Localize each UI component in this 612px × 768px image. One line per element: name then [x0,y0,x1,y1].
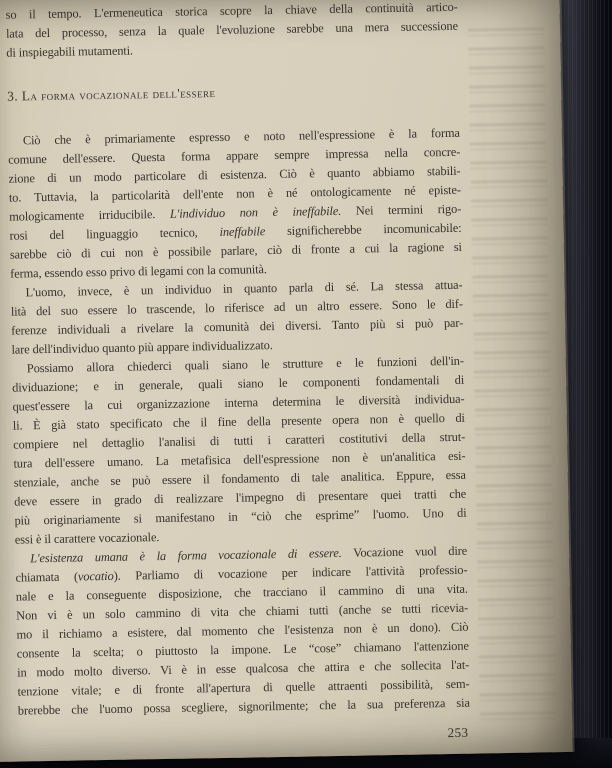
text-line: chiamata (vocatio). Parliamo di vocazione per indicare l'attività professio- [15,562,468,585]
paragraph [12,352,467,550]
text-line: compiere nel dettaglio l'analisi di tutti i caratteri costitutivi della strut- [13,429,466,452]
text-line: nale e la conseguente disposizione, che tracciano il cammino di una vita. [15,581,468,604]
text-line: mologicamente irriducibile. L'individuo non è ineffabile. Nei termini rigo- [9,201,462,224]
text-line: stenziale, anche se può essere il fondamento di tale analitica. Eppure, essa [13,467,466,490]
text-line: mo il richiamo a esistere, dal momento che l'esistenza non è un dono). Ciò [16,619,469,642]
text-line: to. Tuttavia, la particolarità dell'ente non è né ontologicamente né episte- [8,182,461,205]
text-line: ferma, essendo esso privo di legami con la comunità. [10,262,267,281]
text-line: Ciò che è primariamente espresso e noto nell'espressione è la forma [22,125,460,148]
text-line: comune dell'essere. Questa forma appare sempre impressa nella concre- [8,144,461,167]
text-line: più originariamente si manifestano in “ciò che esprime” l'uomo. Uno di [14,505,467,528]
text-line: rosi del linguaggio tecnico, ineffabile significherebbe incomunicabile: [9,220,462,243]
text-line: zione di un modo particolare di esistenza. Ciò è quanto abbiamo stabili- [8,163,461,186]
text-line: essi è il carattere vocazionale. [14,530,160,547]
page-number: 253 [447,724,469,741]
text-line: in modo molto diverso. Vi è in esse qualcosa che attira e che sollecita l'at- [17,657,470,680]
text-column [6,0,471,750]
text-line: li. È già stato specificato che il fine della presente opera non è quello di [12,410,465,433]
text-line: Non vi è un solo cammino di vita che chiami tutti (anche se tutti ricevia- [16,600,469,623]
paragraph [10,276,463,360]
text-line: brerebbe che l'uomo possa scegliere, signorilmente; che la sua preferenza sia [17,695,470,718]
text-line: so il tempo. L'ermeneutica storica scopre la chiave della continuità artico- [5,0,458,22]
text-line: ferenze individuali a rivelare la comunità dei diversi. Tanto più si può par- [11,315,464,338]
text-line: sarebbe ciò di cui non è possibile parlare, ciò di fronte a cui la ragione si [9,239,462,262]
paragraph-continuation [6,0,459,63]
text-line: lata del processo, senza la quale l'evoluzione sarebbe una mera successione [5,18,459,41]
text-line: di inspiegabili mutamenti. [6,43,134,60]
paragraph [8,124,463,284]
paragraph [15,542,470,721]
text-line: tura dell'essere umano. La metafisica dell'espressione non è un'analitica esi- [13,448,466,471]
text-line: tenzione vitale; e di fronte all'apertura di quelle attraenti possibilità, sem- [17,676,470,699]
text-line: Possiamo allora chiederci quali siano le strutture e le funzioni dell'in- [26,353,464,376]
text-line: deve essere in grado di realizzare l'impegno di presentare quei tratti che [14,486,467,509]
text-line: consente la scelta; o piuttosto la impone. Le “cose” chiamano l'attenzione [16,638,469,661]
text-line: lare dell'individuo quanto più appare individualizzato. [11,338,273,357]
text-line: quest'essere la cui organizzazione interna determina le diversità individua- [12,391,465,414]
section-heading: 3. La forma vocazionale dell'essere [6,85,216,104]
text-line: L'uomo, invece, è un individuo in quanto parla di sé. La stessa attua- [25,277,463,300]
text-line: dividuazione; e in generale, quali siano le componenti fondamentali di [12,372,465,395]
page-show-through [468,22,556,725]
text-line: lità del suo essere lo trascende, lo riferisce ad un altro essere. Sono le dif- [10,296,463,319]
text-line: L'esistenza umana è la forma vocazionale di essere. Vocazione vuol dire [30,543,468,566]
